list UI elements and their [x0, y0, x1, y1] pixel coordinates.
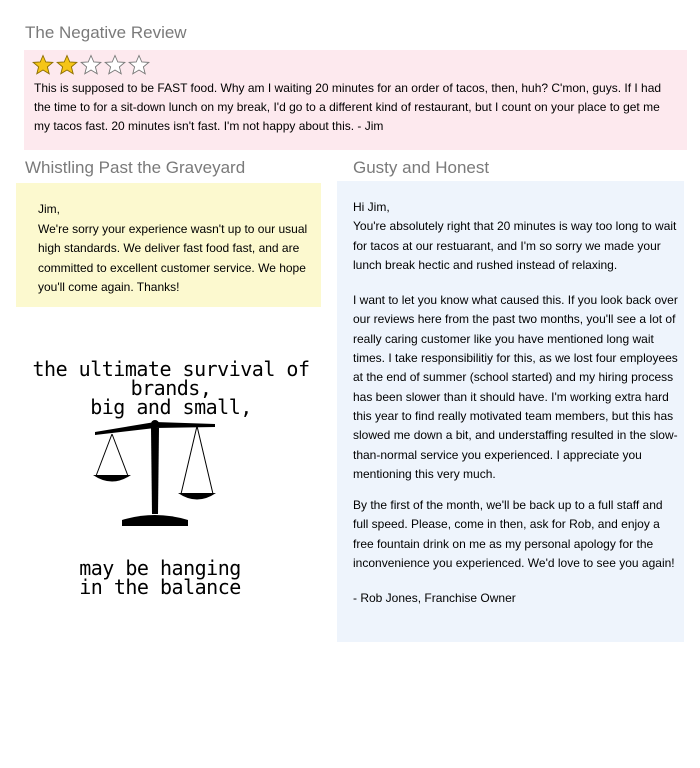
gusty-paragraph-2: I want to let you know what caused this. If you look back over our reviews here from the past two months, you'll see a lot of really caring customer like you have mentioned long wait times. I take responsibilitiy for this, as we lost four employees at the end of summer (school started) and my hiring process has been slower than it should have. I'm working extra hard this year to find really motivated team members, but this has slowed me down a bit, and understaffing resulted in the slow-than-normal service you experienced. I appreciate you mentioning this very much. — [353, 293, 678, 481]
whistling-response-box — [16, 183, 321, 307]
gusty-heading: Gusty and Honest — [353, 158, 490, 177]
negative-review-box — [24, 50, 687, 150]
star-filled-icon — [56, 54, 78, 76]
balance-scale-icon — [88, 418, 223, 533]
gusty-paragraph-1: You're absolutely right that 20 minutes is way too long to wait for tacos at our restuarant, and I'm so sorry we made your lunch break hectic and rushed instead of relaxing. — [353, 219, 677, 272]
tagline-bottom — [40, 556, 280, 599]
gusty-signature: - Rob Jones, Franchise Owner — [353, 591, 516, 606]
star-empty-icon — [128, 54, 150, 76]
whistling-greeting: Jim, — [38, 202, 60, 216]
negative-review-heading: The Negative Review — [25, 23, 187, 42]
tagline-line-1: the ultimate survival of brands, — [32, 357, 310, 400]
star-empty-icon — [80, 54, 102, 76]
star-filled-icon — [32, 54, 54, 76]
gusty-response-box — [337, 181, 684, 642]
star-rating — [32, 54, 679, 78]
gusty-greeting: Hi Jim, — [353, 200, 390, 214]
gusty-paragraph-3: By the first of the month, we'll be back up to a full staff and full speed. Please, come in then, ask for Rob, and enjoy a free fountain drink on me as my personal apology for the inconvenience you experienced. We'd love to see you again! — [353, 498, 675, 571]
tagline-line-4: in the balance — [79, 575, 241, 599]
star-empty-icon — [104, 54, 126, 76]
tagline-line-3: may be hanging — [79, 556, 241, 580]
tagline-line-2: big and small, — [90, 395, 252, 419]
whistling-heading: Whistling Past the Graveyard — [25, 158, 246, 177]
whistling-body: We're sorry your experience wasn't up to our usual high standards. We deliver fast food fast, and are committed to excellent customer service. We hope you'll come again. Thanks! — [38, 221, 308, 294]
negative-review-text: This is supposed to be FAST food. Why am I waiting 20 minutes for an order of tacos, then, huh? C'mon, guys. If I had the time to for a sit-down lunch on my break, I'd go to a different kind of restaurant, but I count on your place to get me my tacos fast. 20 minutes isn't fast. I'm not happy about this. - Jim — [34, 81, 662, 133]
tagline-top — [0, 357, 342, 419]
